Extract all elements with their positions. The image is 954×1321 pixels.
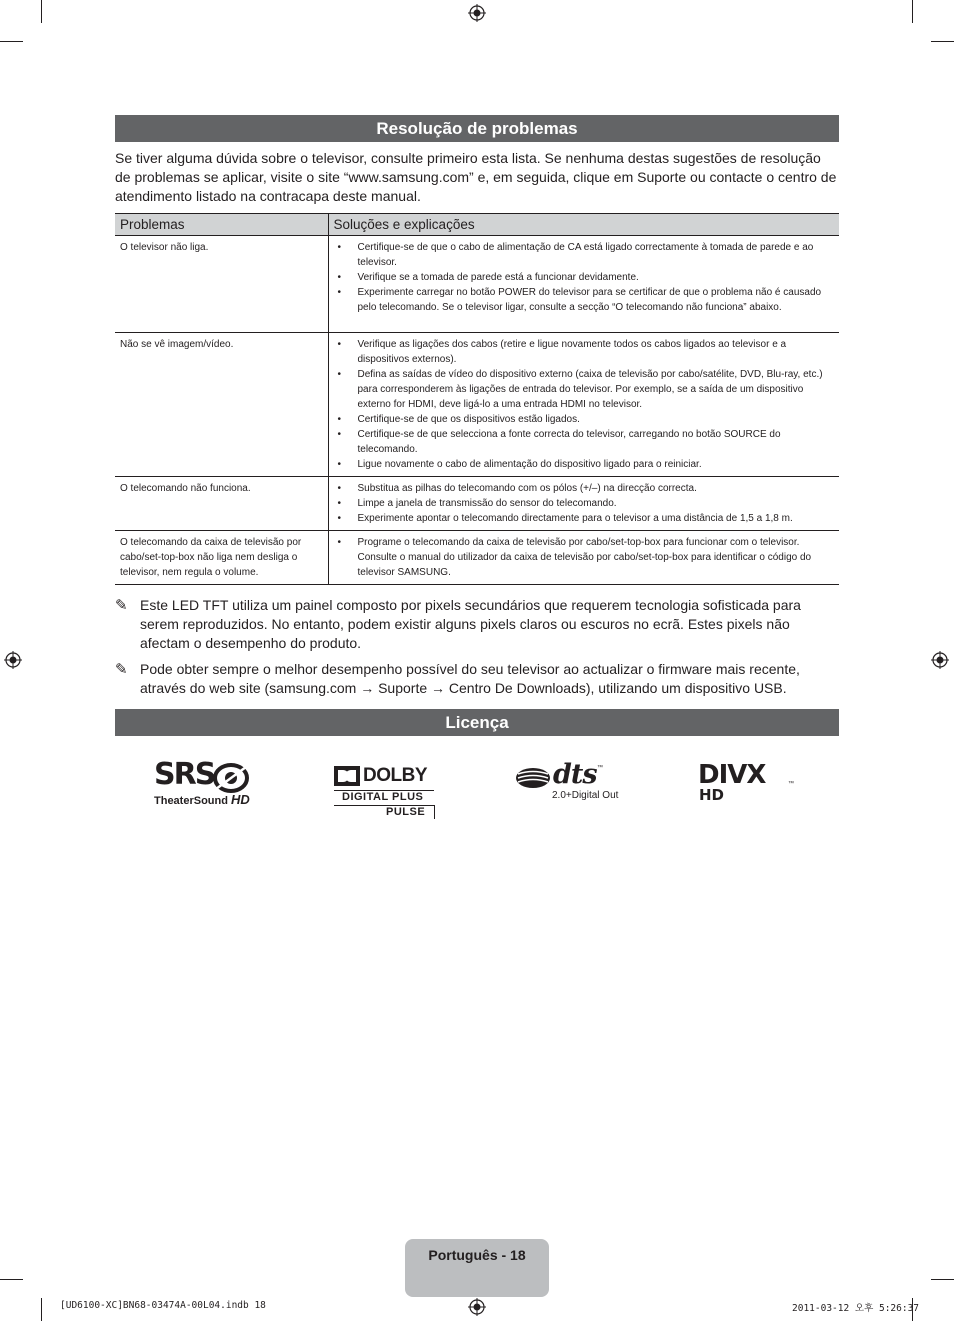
- section-title-license: Licença: [115, 709, 839, 736]
- dolby-double-d-icon: [334, 766, 360, 786]
- registration-mark-icon: [4, 651, 22, 669]
- solution-item: • Limpe a janela de transmissão do sensor do telecomando.: [358, 496, 835, 511]
- crop-mark: [931, 1279, 954, 1280]
- section-title-troubleshooting: Resolução de problemas: [115, 115, 839, 142]
- crop-mark: [41, 1298, 42, 1321]
- solution-item: • Defina as saídas de vídeo do dispositivo externo (caixa de televisão por cabo/satélite, DVD, Blu-ray, etc.) para corresponderem às ligações de entrada do televisor. Por exemplo, se a saída de um dispositivo externo for HDMI, deve ligá-lo a uma entrada HDMI no televisor.: [358, 367, 835, 412]
- dts-swoosh-icon: [515, 767, 551, 789]
- dts-sub-text: 2.0+Digital Out: [552, 790, 619, 801]
- crop-mark: [41, 0, 42, 23]
- problem-cell: O televisor não liga.: [115, 236, 328, 333]
- dts-digital-out-logo: [515, 759, 625, 803]
- intro-paragraph: Se tiver alguma dúvida sobre o televisor, consulte primeiro esta lista. Se nenhuma destas sugestões de resolução de problemas se aplicar, visite o site “www.samsung.com” e, em seguida, clique em Suporte ou contacte o centro de atendimento listado na contracapa deste manual.: [115, 150, 837, 204]
- table-row: [115, 333, 839, 477]
- print-slug-left: [UD6100-XC]BN68-03474A-00L04.indb 18: [60, 1300, 266, 1311]
- srs-logo-text: SRS: [154, 757, 215, 792]
- crop-mark: [912, 0, 913, 23]
- dolby-digital-plus-pulse-logo: [334, 766, 436, 820]
- divx-hd-text: HD: [699, 786, 725, 804]
- solutions-cell: [328, 236, 839, 333]
- solution-item: • Experimente carregar no botão POWER do televisor para se certificar de que o problema não é causado pelo telecomando. Se o televisor ligar, consulte a secção “O telecomando não funciona” abaixo.: [358, 285, 835, 315]
- note-text: Pode obter sempre o melhor desempenho possível do seu televisor ao actualizar o firmware mais recente, através do web site (samsung.com → Suporte → Centro De Downloads), utilizando um dispositivo USB.: [140, 661, 800, 696]
- divx-hd-logo: [698, 760, 798, 804]
- dts-tm-text: ™: [597, 765, 603, 771]
- note-text: Este LED TFT utiliza um painel composto por pixels secundários que requerem tecnologia sofisticada para serem reproduzidos. No entanto, podem existir alguns pixels claros ou escuros no ecrã. Estes pixels não afectam o desempenho do produto.: [140, 597, 801, 651]
- divx-logo-text: DIVX: [698, 760, 766, 790]
- srs-hd-text: HD: [231, 792, 250, 807]
- solution-item: • Programe o telecomando da caixa de televisão por cabo/set-top-box para funcionar com o televisor. Consulte o manual do utilizador da caixa de televisão por cabo/set-top-box para identificar o código do televisor SAMSUNG.: [358, 535, 835, 580]
- registration-mark-icon: [468, 4, 486, 22]
- troubleshooting-table: [115, 213, 839, 585]
- srs-circle-icon: [212, 763, 250, 793]
- note-item: [115, 596, 839, 653]
- problem-cell: Não se vê imagem/vídeo.: [115, 333, 328, 477]
- dts-logo-text: dts: [553, 759, 597, 790]
- pencil-note-icon: ✎: [115, 661, 128, 678]
- crop-mark: [931, 41, 954, 42]
- problem-cell: O telecomando não funciona.: [115, 477, 328, 531]
- table-row: [115, 531, 839, 585]
- table-row: [115, 477, 839, 531]
- solution-item: • Verifique se a tomada de parede está a funcionar devidamente.: [358, 270, 835, 285]
- solutions-cell: [328, 333, 839, 477]
- column-header-solutions: Soluções e explicações: [328, 214, 839, 236]
- solution-item: • Experimente apontar o telecomando directamente para o televisor a uma distância de 1,5 a 1,8 m.: [358, 511, 835, 526]
- solution-item: • Certifique-se de que os dispositivos estão ligados.: [358, 412, 835, 427]
- solutions-cell: [328, 531, 839, 585]
- dolby-logo-text: DOLBY: [363, 765, 427, 786]
- solution-item: • Verifique as ligações dos cabos (retire e ligue novamente todos os cabos ligados ao televisor e a dispositivos externos).: [358, 337, 835, 367]
- column-header-problems: Problemas: [115, 214, 328, 236]
- table-row: [115, 236, 839, 333]
- solution-item: • Ligue novamente o cabo de alimentação do dispositivo ligado para o reiniciar.: [358, 457, 835, 472]
- pencil-note-icon: ✎: [115, 597, 128, 614]
- solutions-cell: [328, 477, 839, 531]
- srs-sub-text: TheaterSound: [154, 795, 228, 807]
- print-slug-right: 2011-03-12 오후 5:26:37: [792, 1303, 920, 1314]
- dolby-line2-text: PULSE: [386, 806, 426, 818]
- crop-mark: [0, 41, 23, 42]
- solution-item: • Certifique-se de que o cabo de alimentação de CA está ligado correctamente à tomada de parede e ao televisor.: [358, 240, 835, 270]
- registration-mark-icon: [468, 1298, 486, 1316]
- table-header-row: [115, 214, 839, 236]
- crop-mark: [0, 1279, 23, 1280]
- dolby-line1-text: DIGITAL PLUS: [342, 791, 424, 803]
- srs-theatersound-hd-logo: [154, 757, 254, 807]
- divx-tm-text: ™: [788, 781, 794, 787]
- solution-item: • Certifique-se de que selecciona a fonte correcta do televisor, carregando no botão SOURCE do telecomando.: [358, 427, 835, 457]
- page-number-label: Português - 18: [428, 1247, 526, 1263]
- problem-cell: O telecomando da caixa de televisão por cabo/set-top-box não liga nem desliga o televisor, nem regula o volume.: [115, 531, 328, 585]
- registration-mark-icon: [931, 651, 949, 669]
- note-item: [115, 660, 839, 698]
- solution-item: • Substitua as pilhas do telecomando com os pólos (+/–) na direcção correcta.: [358, 481, 835, 496]
